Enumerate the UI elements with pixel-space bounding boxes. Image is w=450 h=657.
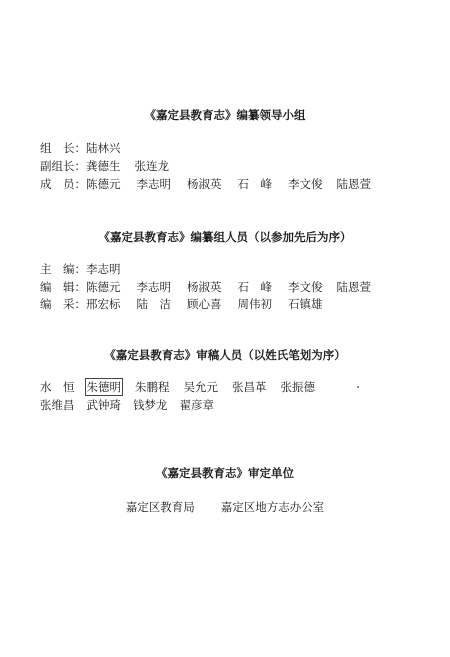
reviewer-name: 张振德 bbox=[280, 380, 315, 394]
editors-label: 编 辑： bbox=[40, 280, 86, 294]
deputy-line bbox=[40, 159, 169, 173]
reviewers-row-2 bbox=[40, 398, 214, 412]
collector-name: 邢宏标 bbox=[86, 297, 121, 311]
chief-editor-line bbox=[40, 262, 121, 276]
reviewer-name: 水 恒 bbox=[40, 380, 75, 394]
reviewer-name: 张昌革 bbox=[232, 380, 267, 394]
reviewer-name: 钱梦龙 bbox=[133, 398, 168, 412]
reviewer-name: 翟彦章 bbox=[179, 398, 214, 412]
scan-speck bbox=[357, 386, 359, 388]
editor-name: 陈德元 bbox=[86, 280, 121, 294]
reviewer-name: 吴允元 bbox=[183, 380, 218, 394]
editors-line bbox=[40, 280, 371, 294]
leader-label: 组 长： bbox=[40, 141, 86, 155]
reviewers-row-1 bbox=[40, 380, 315, 394]
leadership-group-heading: 《嘉定县教育志》编纂领导小组 bbox=[144, 108, 306, 122]
leader-name: 陆林兴 bbox=[86, 141, 121, 155]
approval-units-line bbox=[0, 500, 450, 514]
collector-name: 陆 洁 bbox=[136, 297, 171, 311]
members-label: 成 员： bbox=[40, 177, 86, 191]
editor-name: 杨淑英 bbox=[187, 280, 222, 294]
deputy-label: 副组长： bbox=[40, 159, 86, 173]
reviewer-name: 武钟琦 bbox=[86, 398, 121, 412]
member-name: 杨淑英 bbox=[187, 177, 222, 191]
approval-unit: 嘉定区教育局 bbox=[125, 500, 195, 514]
member-name: 石 峰 bbox=[237, 177, 272, 191]
chief-editor-label: 主 编： bbox=[40, 262, 86, 276]
leader-line bbox=[40, 141, 121, 155]
member-name: 李志明 bbox=[136, 177, 171, 191]
deputy-name: 龚德生 bbox=[86, 159, 121, 173]
approval-units-heading: 《嘉定县教育志》审定单位 bbox=[156, 466, 294, 480]
collectors-line bbox=[40, 297, 323, 311]
collector-name: 周伟初 bbox=[237, 297, 272, 311]
reviewer-name-boxed: 朱德明 bbox=[86, 380, 121, 394]
members-line bbox=[40, 177, 371, 191]
editor-name: 李文俊 bbox=[288, 280, 323, 294]
editor-name: 石 峰 bbox=[237, 280, 272, 294]
collector-name: 石镇雄 bbox=[288, 297, 323, 311]
reviewer-name: 朱鹏程 bbox=[135, 380, 170, 394]
member-name: 陆恩萱 bbox=[336, 177, 371, 191]
deputy-name: 张连龙 bbox=[134, 159, 169, 173]
editor-name: 陆恩萱 bbox=[336, 280, 371, 294]
approval-unit: 嘉定区地方志办公室 bbox=[220, 500, 325, 514]
member-name: 陈德元 bbox=[86, 177, 121, 191]
member-name: 李文俊 bbox=[288, 177, 323, 191]
editor-name: 李志明 bbox=[136, 280, 171, 294]
collectors-label: 编 采： bbox=[40, 297, 86, 311]
reviewer-name: 张维昌 bbox=[40, 398, 75, 412]
collector-name: 顾心喜 bbox=[187, 297, 222, 311]
chief-editor-name: 李志明 bbox=[86, 262, 121, 276]
reviewers-heading: 《嘉定县教育志》审稿人员（以姓氏笔划为序） bbox=[104, 348, 346, 362]
editorial-group-heading: 《嘉定县教育志》编纂组人员（以参加先后为序） bbox=[98, 230, 352, 244]
